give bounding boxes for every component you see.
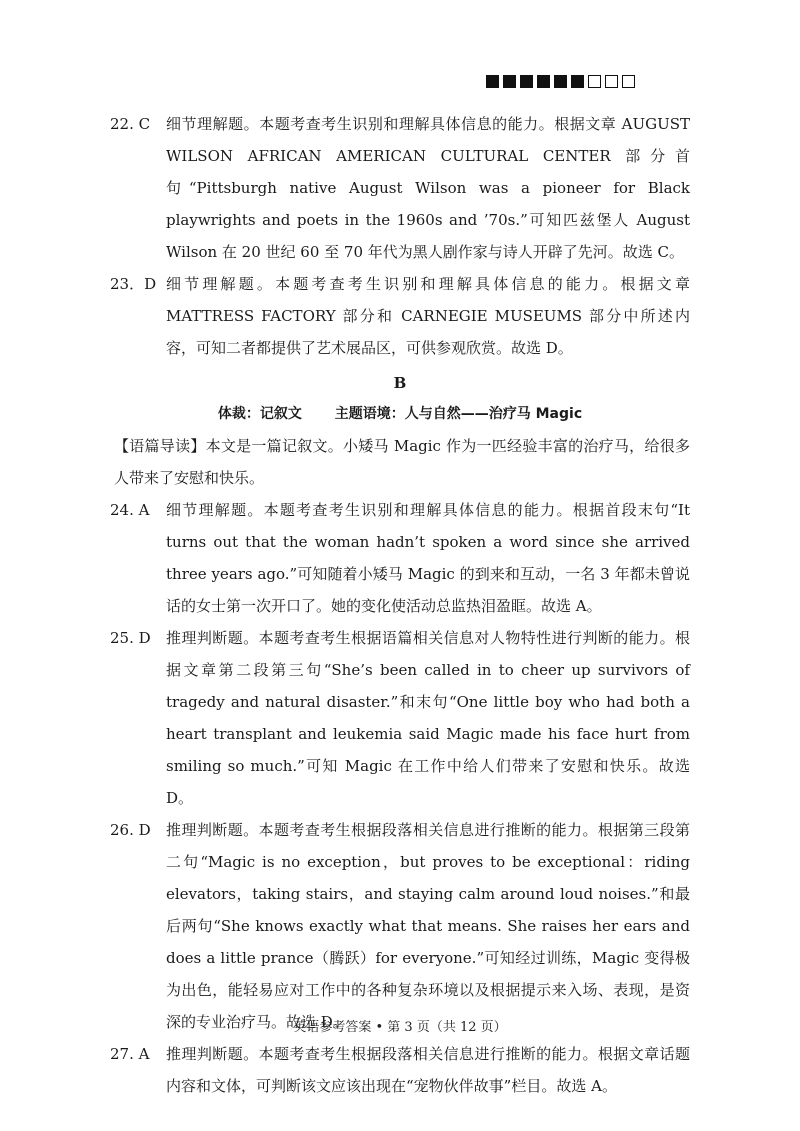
answer-number: 27. A [110, 1045, 150, 1063]
answer-item-24 [110, 494, 690, 622]
marker-empty [605, 75, 618, 88]
answer-number: 26. D [110, 821, 151, 839]
theme-label: 主题语境：人与自然——治疗马 Magic [334, 406, 583, 422]
marker-filled [554, 75, 567, 88]
section-genre-line [110, 398, 690, 430]
section-letter: B [393, 374, 407, 392]
answer-explanation: 细节理解题。本题考查考生识别和理解具体信息的能力。根据文章 AUGUST WILSON AFRICAN AMERICAN CULTURAL CENTER 部分首句“Pittsburgh native August Wilson was a pioneer for Black playwrights and poets in the 1960s and ’70s.”可知匹兹堡人 August Wilson 在 20 世纪 60 至 70 年代为黑人剧作家与诗人开辟了先河。故选 C。 [166, 115, 690, 261]
marker-filled [571, 75, 584, 88]
answer-number: 25. D [110, 629, 151, 647]
marker-filled [503, 75, 516, 88]
answer-number: 23．D [110, 275, 157, 293]
answer-item-25 [110, 622, 690, 814]
answer-explanation: 细节理解题。本题考查考生识别和理解具体信息的能力。根据文章 MATTRESS FACTORY 部分和 CARNEGIE MUSEUMS 部分中所述内容，可知二者都提供了艺术展品区，可供参观欣赏。故选 D。 [166, 275, 690, 357]
genre-label: 体裁：记叙文 [217, 406, 302, 422]
answer-number: 22. C [110, 115, 151, 133]
answer-explanation: 推理判断题。本题考查考生根据段落相关信息进行推断的能力。根据文章话题内容和文体，可判断该文应该出现在“宠物伙伴故事”栏目。故选 A。 [166, 1045, 690, 1095]
answer-item-27 [110, 1038, 690, 1102]
passage-intro: 【语篇导读】本文是一篇记叙文。小矮马 Magic 作为一匹经验丰富的治疗马，给很多人带来了安慰和快乐。 [114, 437, 690, 487]
marker-filled [537, 75, 550, 88]
answer-item-22 [110, 108, 690, 268]
answer-content [110, 108, 690, 1102]
answer-number: 24. A [110, 501, 150, 519]
marker-empty [588, 75, 601, 88]
answer-item-23 [110, 268, 690, 364]
marker-filled [520, 75, 533, 88]
marker-empty [622, 75, 635, 88]
answer-explanation: 推理判断题。本题考查考生根据段落相关信息进行推断的能力。根据第三段第二句“Magic is no exception，but proves to be exceptional：riding elevators，taking stairs，and staying calm around loud noises.”和最后两句“She knows exactly what that means. She raises her ears and does a little prance（腾跃）for everyone.”可知经过训练，Magic 变得极为出色，能轻易应对工作中的各种复杂环境以及根据提示来入场、表现，是资深的专业治疗马。故选 D。 [166, 821, 691, 1031]
page-footer: 英语参考答案 • 第 3 页（共 12 页） [293, 1020, 507, 1035]
answer-explanation: 推理判断题。本题考查考生根据语篇相关信息对人物特性进行判断的能力。根据文章第二段第三句“She’s been called in to cheer up survivors of tragedy and natural disaster.”和末句“One little boy who had both a heart transplant and leukemia said Magic made his face hurt from smiling so much.”可知 Magic 在工作中给人们带来了安慰和快乐。故选 D。 [166, 629, 690, 807]
answer-explanation: 细节理解题。本题考查考生识别和理解具体信息的能力。根据首段末句“It turns out that the woman hadn’t spoken a word since she arrived three years ago.”可知随着小矮马 Magic 的到来和互动，一名 3 年都未曾说话的女士第一次开口了。她的变化使活动总监热泪盈眶。故选 A。 [166, 501, 690, 615]
marker-filled [486, 75, 499, 88]
page-progress-markers [486, 75, 639, 89]
answer-item-26 [110, 814, 690, 1038]
